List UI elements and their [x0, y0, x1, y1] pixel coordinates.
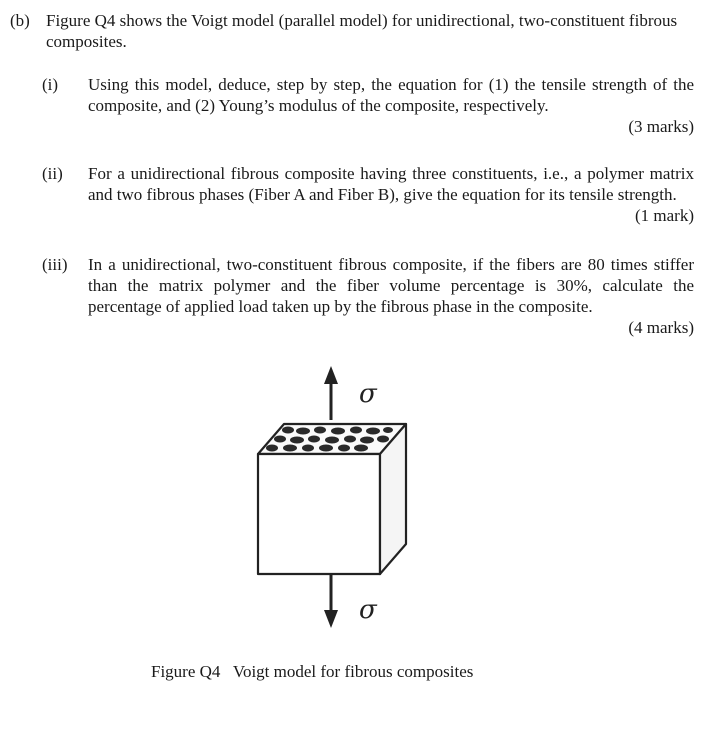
sub-question-text: For a unidirectional fibrous composite having three constituents, i.e., a polymer matrix and two fibrous phases (Fiber A and Fiber B), give the equation for its tensile strength. — [88, 164, 694, 204]
composite-block-diagram — [240, 362, 440, 642]
marks-label: (1 mark) — [634, 206, 694, 225]
marks-label: (3 marks) — [628, 117, 694, 136]
voigt-model-figure — [240, 362, 440, 642]
top-stress-arrow — [324, 366, 338, 420]
sub-question-text: In a unidirectional, two-constituent fibrous composite, if the fibers are 80 times stiffer than the matrix polymer and the fiber volume percentage is 30%, calculate the percentage of applied load taken up by the fibrous phase in the composite. — [88, 255, 694, 316]
bottom-stress-symbol: σ — [359, 595, 377, 625]
sub-question-label: (i) — [42, 75, 59, 94]
part-intro-text: Figure Q4 shows the Voigt model (parallel model) for unidirectional, two-constituent fibrous composites. — [46, 11, 678, 51]
sub-question-text: Using this model, deduce, step by step, the equation for (1) the tensile strength of the composite, and (2) Young’s modulus of the composite, respectively. — [88, 75, 694, 115]
figure-caption: Figure Q4 Voigt model for fibrous composites — [151, 662, 474, 681]
part-label: (b) — [10, 11, 30, 30]
top-stress-symbol: σ — [359, 379, 377, 409]
marks-label: (4 marks) — [628, 318, 694, 337]
sub-question-label: (iii) — [42, 255, 68, 274]
bottom-stress-arrow — [324, 574, 338, 628]
sub-question-label: (ii) — [42, 164, 63, 183]
